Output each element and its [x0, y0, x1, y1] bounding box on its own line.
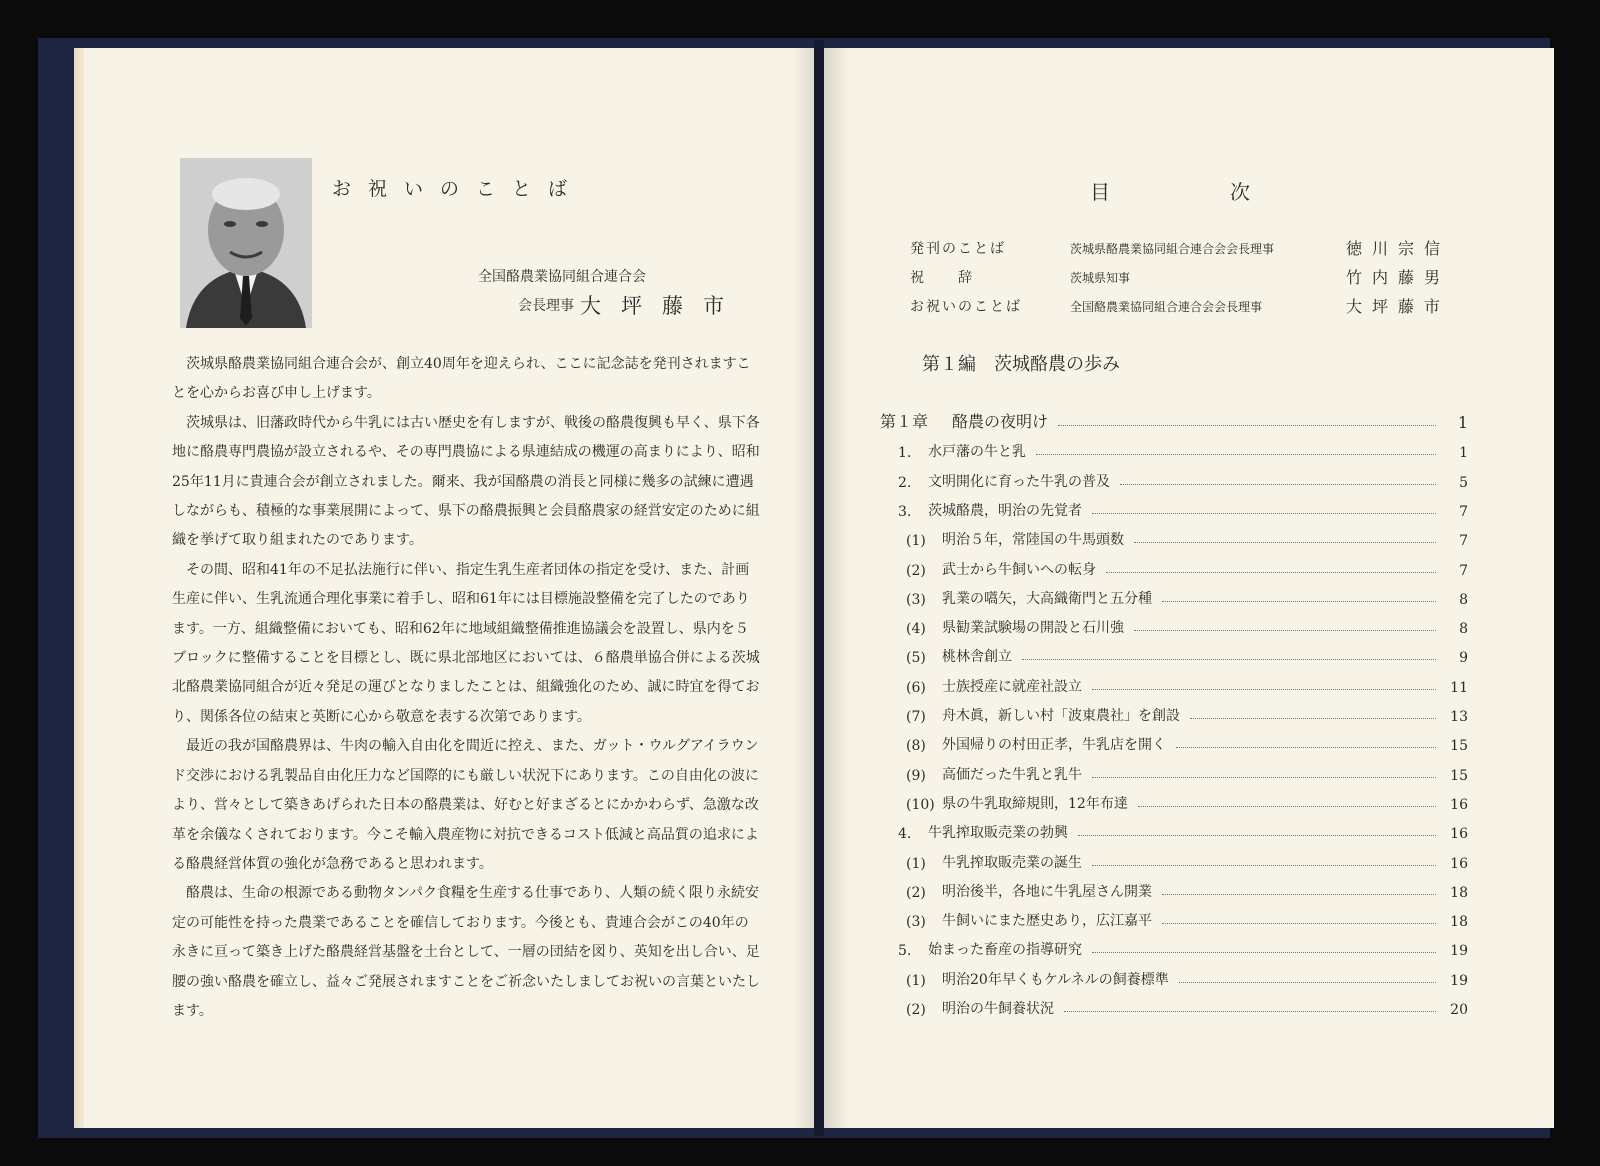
toc-entry-title: 酪農の夜明け [952, 412, 1049, 431]
page-gutter-shadow [792, 48, 814, 1128]
book-spine [814, 40, 824, 1136]
page-edge [74, 48, 84, 1128]
front-matter-label: お祝いのことば [910, 299, 1022, 315]
toc-leader-dots [1120, 484, 1436, 485]
toc-number: (2) [906, 884, 926, 901]
toc-leader-dots [1162, 894, 1436, 895]
toc-page-number: 1 [1459, 445, 1468, 462]
toc-entry-title: 外国帰りの村田正孝，牛乳店を開く [942, 737, 1166, 754]
toc-number: (1) [906, 972, 926, 989]
toc-entry-title: 茨城酪農，明治の先覚者 [928, 502, 1082, 519]
toc-number: (4) [906, 621, 926, 638]
front-matter-org: 全国酪農業協同組合連合会会長理事 [1070, 300, 1263, 314]
toc-leader-dots [1092, 513, 1436, 514]
front-matter-name: 竹内藤男 [1345, 268, 1450, 287]
greeting-title: お祝いのことば [332, 178, 585, 200]
toc-entry-title: 牛乳搾取販売業の誕生 [942, 854, 1082, 871]
toc-page-number: 18 [1450, 884, 1468, 901]
toc-subsection[interactable] [906, 908, 1468, 930]
toc-leader-dots [1134, 630, 1436, 631]
portrait-photo [180, 158, 312, 328]
part-heading: 第１編 茨城酪農の歩み [922, 354, 1120, 375]
toc-page-number: 16 [1450, 826, 1468, 843]
toc-page-number: 16 [1450, 796, 1468, 813]
toc-page-number: 11 [1450, 679, 1468, 696]
toc-leader-dots [1134, 542, 1436, 543]
front-matter-org: 茨城県知事 [1070, 271, 1131, 285]
toc-entry-title: 県勧業試験場の開設と石川強 [942, 620, 1124, 637]
toc-entry-title: 牛乳搾取販売業の勃興 [928, 825, 1068, 842]
greeting-paragraph: 茨城県は、旧藩政時代から牛乳には古い歴史を有しますが、戦後の酪農復興も早く、県下各地に酪農専門農協が設立されるや、その専門農協による県連結成の機運の高まりにより、昭和25年11月に貴連合会が創立されました。爾来、我が国酪農の消長と同様に幾多の試練に遭遇しながらも、積極的な事業展開によって、県下の酪農振興と会員酪農家の経営安定のために組織を挙げて取り組まれたのであります。 [172, 414, 760, 549]
toc-entry-title: 牛飼いにまた歴史あり，広江嘉平 [942, 913, 1152, 930]
toc-entry-title: 明治20年早くもケルネルの飼養標準 [942, 971, 1169, 988]
toc-number: (2) [906, 562, 926, 579]
toc-leader-dots [1058, 425, 1436, 426]
toc-page-number: 16 [1450, 855, 1468, 872]
toc-entry-title: 武士から牛飼いへの転身 [942, 561, 1096, 578]
toc-entry-title: 文明開化に育った牛乳の普及 [928, 473, 1110, 490]
toc-entry-title: 明治の牛飼養状況 [942, 1001, 1054, 1017]
toc-entry-title: 水戸藩の牛と乳 [928, 444, 1026, 461]
toc-page-number: 7 [1459, 503, 1468, 520]
toc-number: (8) [906, 738, 926, 755]
toc-leader-dots [1022, 659, 1436, 660]
toc-page-number: 9 [1459, 650, 1468, 667]
front-matter-name: 大坪藤市 [1345, 297, 1450, 316]
signer-name: 大坪藤市 [580, 294, 744, 318]
toc-entry-title: 乳業の嚆矢，大高織衛門と五分種 [942, 590, 1152, 607]
toc-leader-dots [1036, 454, 1436, 455]
greeting-paragraph: 酪農は、生命の根源である動物タンパク食糧を生産する仕事であり、人類の続く限り永続安定の可能性を持った農業であることを確信しております。今後とも、貴連合会がこの40年の永きに亘って築き上げた酪農経営基盤を土台として、一層の団結を図り、英知を出し合い、足腰の強い酪農を確立し、益々ご発展されますことをご祈念いたしましてお祝いの言葉といたします。 [172, 885, 760, 1019]
front-matter-org: 茨城県酪農業協同組合連合会会長理事 [1070, 242, 1275, 256]
toc-number: (3) [906, 591, 926, 608]
toc-page-number: 15 [1450, 767, 1468, 784]
toc-subsection[interactable] [906, 527, 1468, 549]
toc-subsection[interactable] [906, 850, 1468, 872]
toc-leader-dots [1092, 689, 1436, 690]
toc-entry-title: 明治後半，各地に牛乳屋さん開業 [942, 883, 1152, 900]
toc-number: (3) [906, 914, 926, 931]
front-matter-label: 祝 辞 [910, 270, 974, 286]
toc-subsection[interactable] [906, 644, 1468, 666]
front-matter-item[interactable] [910, 238, 1450, 260]
front-matter-label: 発刊のことば [910, 241, 1006, 257]
greeting-paragraph: その間、昭和41年の不足払法施行に伴い、指定生乳生産者団体の指定を受け、また、計画生産に伴い、生乳流通合理化事業に着手し、昭和61年には目標施設整備を完了したのであります。一方、組織整備においても、昭和62年に地域組織整備推進協議会を設置し、県内を５ブロックに整備することを目標とし、既に県北部地区においては、６酪農単協合併による茨城北酪農業協同組合が近々発足の運びとなりましたことは、組織強化のため、誠に時宜を得ており、関係各位の結束と英断に心から敬意を表する次第であります。 [172, 561, 760, 725]
toc-leader-dots [1092, 777, 1436, 778]
toc-page-number: 5 [1459, 474, 1468, 491]
toc-section[interactable] [898, 469, 1468, 491]
toc-page-number: 13 [1450, 709, 1468, 725]
toc-entry-title: 県の牛乳取締規則，12年布達 [942, 795, 1128, 812]
greeting-body [172, 350, 762, 1026]
signer-role: 会長理事 [518, 298, 574, 314]
toc-subsection[interactable] [906, 879, 1468, 901]
toc-leader-dots [1092, 865, 1436, 866]
toc-page-number: 7 [1459, 562, 1468, 579]
toc-page-number: 20 [1450, 1002, 1468, 1018]
toc-entry-title: 始まった畜産の指導研究 [928, 942, 1082, 959]
toc-page-number: 7 [1459, 533, 1468, 550]
toc-number: (5) [906, 650, 926, 667]
toc-number: 2. [898, 474, 912, 491]
toc-subsection[interactable] [906, 996, 1468, 1018]
toc-subsection[interactable] [906, 615, 1468, 637]
toc-entry-title: 舟木眞，新しい村「波東農社」を創設 [942, 708, 1180, 724]
toc-subsection[interactable] [906, 967, 1468, 989]
toc-entry-title: 桃林舎創立 [942, 649, 1012, 666]
greeting-signature [518, 290, 744, 320]
front-matter-name: 徳川宗信 [1345, 239, 1450, 258]
toc-page-number: 8 [1459, 621, 1468, 638]
toc-number: (9) [906, 767, 926, 784]
toc-subsection[interactable] [906, 586, 1468, 608]
toc-leader-dots [1078, 835, 1436, 836]
toc-entry-title: 明治５年，常陸国の牛馬頭数 [942, 532, 1124, 549]
toc-subsection[interactable] [906, 791, 1468, 813]
toc-number: (7) [906, 709, 926, 725]
toc-page-number: 19 [1450, 943, 1468, 960]
toc-subsection[interactable] [906, 762, 1468, 784]
toc-leader-dots [1162, 601, 1436, 602]
toc-leader-dots [1179, 982, 1436, 983]
toc-leader-dots [1064, 1011, 1436, 1012]
toc-number: 5. [898, 943, 912, 960]
toc-leader-dots [1106, 572, 1436, 573]
toc-title: 目次 [1090, 180, 1370, 204]
toc-number: 第１章 [880, 412, 929, 431]
toc-subsection[interactable] [906, 732, 1468, 754]
toc-section[interactable] [898, 498, 1468, 520]
toc-section[interactable] [898, 439, 1468, 461]
toc-leader-dots [1190, 718, 1436, 719]
greeting-organization: 全国酪農業協同組合連合会 [478, 269, 646, 285]
toc-page-number: 8 [1459, 591, 1468, 608]
toc-number: 3. [898, 503, 912, 520]
toc-section[interactable] [898, 820, 1468, 842]
toc-chapter[interactable] [880, 410, 1468, 432]
toc-leader-dots [1162, 923, 1436, 924]
toc-leader-dots [1138, 806, 1436, 807]
toc-leader-dots [1176, 747, 1436, 748]
toc-number: (1) [906, 533, 926, 550]
toc-page-number: 19 [1450, 972, 1468, 989]
greeting-paragraph: 茨城県酪農業協同組合連合会が、創立40周年を迎えられ、ここに記念誌を発刊されますことを心からお喜び申し上げます。 [172, 356, 751, 402]
front-matter-item[interactable] [910, 267, 1450, 289]
toc-number: (6) [906, 679, 926, 696]
toc-page-number: 15 [1450, 738, 1468, 755]
toc-subsection[interactable] [906, 703, 1468, 725]
toc-number: (1) [906, 855, 926, 872]
toc-entry-title: 高価だった牛乳と乳牛 [942, 766, 1082, 783]
toc-leader-dots [1092, 952, 1436, 953]
toc-entry-title: 士族授産に就産社設立 [942, 678, 1082, 695]
toc-number: (10) [906, 796, 935, 813]
toc-page-number: 18 [1450, 914, 1468, 931]
toc-number: 4. [898, 826, 912, 843]
greeting-paragraph: 最近の我が国酪農界は、牛肉の輸入自由化を間近に控え、また、ガット・ウルグアイラウンド交渉における乳製品自由化圧力など国際的にも厳しい状況下にあります。この自由化の波により、営々として築きあげられた日本の酪農業は、好むと好まざるとにかかわらず、急激な改革を余儀なくされております。今こそ輸入農産物に対抗できるコスト低減と高品質の追求による酪農経営体質の強化が急務であると思われます。 [172, 738, 759, 872]
toc-section[interactable] [898, 937, 1468, 959]
toc-page-number: 1 [1457, 413, 1468, 432]
front-matter-item[interactable] [910, 296, 1450, 318]
toc-subsection[interactable] [906, 557, 1468, 579]
toc-number: 1. [898, 445, 912, 462]
page-gutter-shadow [824, 48, 850, 1128]
toc-subsection[interactable] [906, 674, 1468, 696]
toc-number: (2) [906, 1002, 926, 1018]
